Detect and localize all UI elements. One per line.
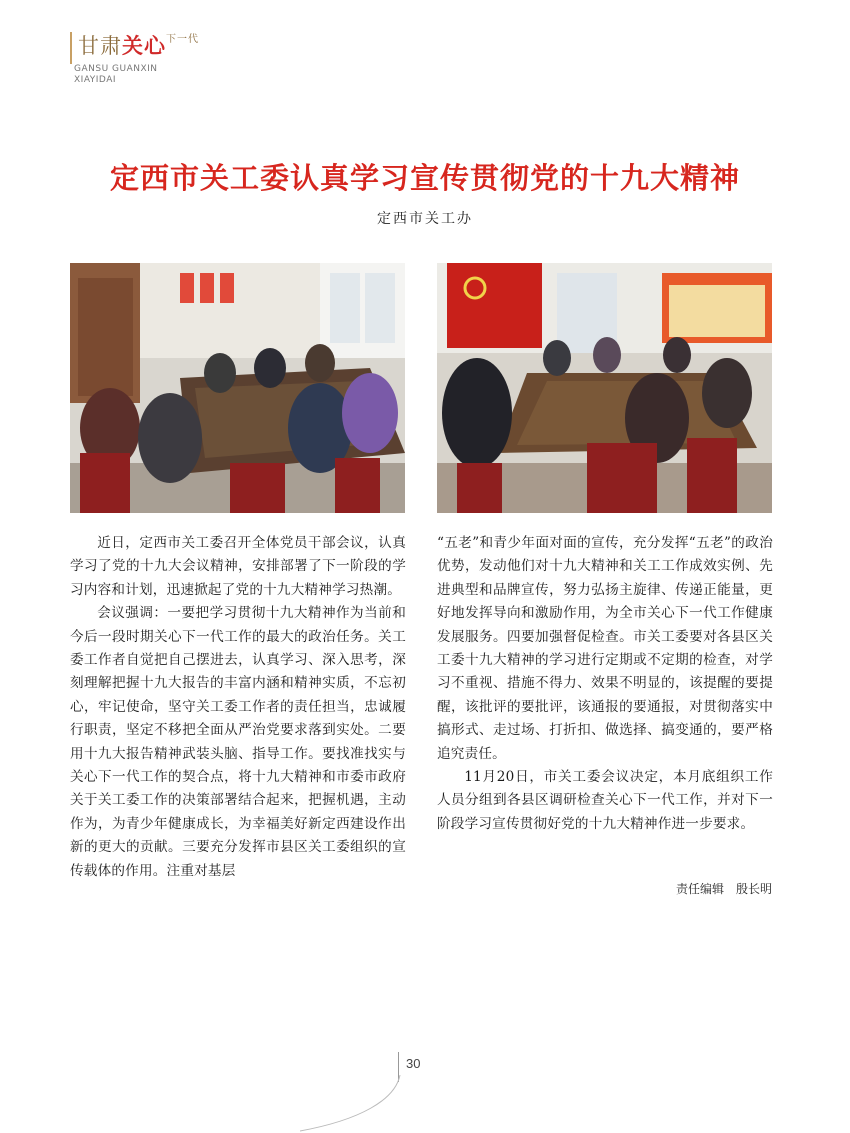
- paragraph-continued: “五老”和青少年面对面的宣传，充分发挥“五老”的政治优势，发动他们对十九大精神和关工工作成效实例、先进典型和品牌宣传，努力弘扬主旋律、传递正能量，更好地发挥导向和激励作用，为全市关心下一代工作健康发展服务。四要加强督促检查。市关工委要对各县区关工委十九大精神的学习进行定期或不定期的检查，对学习不重视、措施不得力、效果不明显的，该提醒的要提醒，该批评的要批评，该通报的要通报，对贯彻落实中搞形式、走过场、打折扣、做选择、搞变通的，要严格追究责任。: [437, 535, 773, 762]
- editor-name: 殷长明: [735, 882, 772, 896]
- text-column-right: [437, 532, 773, 836]
- masthead: [70, 28, 230, 98]
- paragraph: 会议强调：一要把学习贯彻十九大精神作为当前和今后一段时期关心下一代工作的最大的政治任务。关工委工作者自觉把自己摆进去，认真学习、深入思考，深刻理解把握十九大报告的丰富内涵和精神实质，不忘初心，牢记使命，坚守关工委工作者的责任担当，忠诚履行职责，坚定不移把全面从严治党要求落到实处。二要用十九大报告精神武装头脑、指导工作。要找准找实与关心下一代工作的契合点，将十九大精神和市委市政府关于关工委工作的决策部署结合起来，把握机遇，主动作为，为青少年健康成长，为幸福美好新定西建设作出新的更大的贡献。三要充分发挥市县区关工委组织的宣传载体的作用。注重对基层: [70, 605, 406, 879]
- masthead-logo: [78, 30, 199, 60]
- meeting-photo-left: [70, 263, 405, 513]
- paragraph: 11月20日，市关工委会议决定，本月底组织工作人员分组到各县区调研检查关心下一代工作，并对下一阶段学习宣传贯彻好党的十九大精神作进一步要求。: [437, 769, 773, 832]
- masthead-bar: [70, 32, 72, 64]
- pinyin-line-1: GANSU GUANXIN: [74, 64, 158, 74]
- editor-credit: [630, 880, 772, 897]
- page-number: 30: [406, 1056, 421, 1071]
- paragraph: 近日，定西市关工委召开全体党员干部会议，认真学习了党的十九大会议精神，安排部署了下一阶段的学习内容和计划，迅速掀起了党的十九大精神学习热潮。: [70, 535, 406, 598]
- pinyin-line-2: XIAYIDAI: [74, 75, 117, 85]
- logo-prefix: 甘肃: [78, 34, 122, 58]
- decorative-curve: [300, 1075, 410, 1133]
- meeting-photo-right: [437, 263, 772, 513]
- article-byline: 定西市关工办: [377, 211, 473, 227]
- masthead-pinyin: [74, 64, 158, 86]
- logo-suffix: 下一代: [166, 34, 199, 45]
- editor-label: 责任编辑: [675, 882, 724, 896]
- article-title: 定西市关工委认真学习宣传贯彻党的十九大精神: [109, 161, 740, 195]
- logo-main: 关心: [122, 33, 166, 58]
- text-column-left: [70, 532, 406, 883]
